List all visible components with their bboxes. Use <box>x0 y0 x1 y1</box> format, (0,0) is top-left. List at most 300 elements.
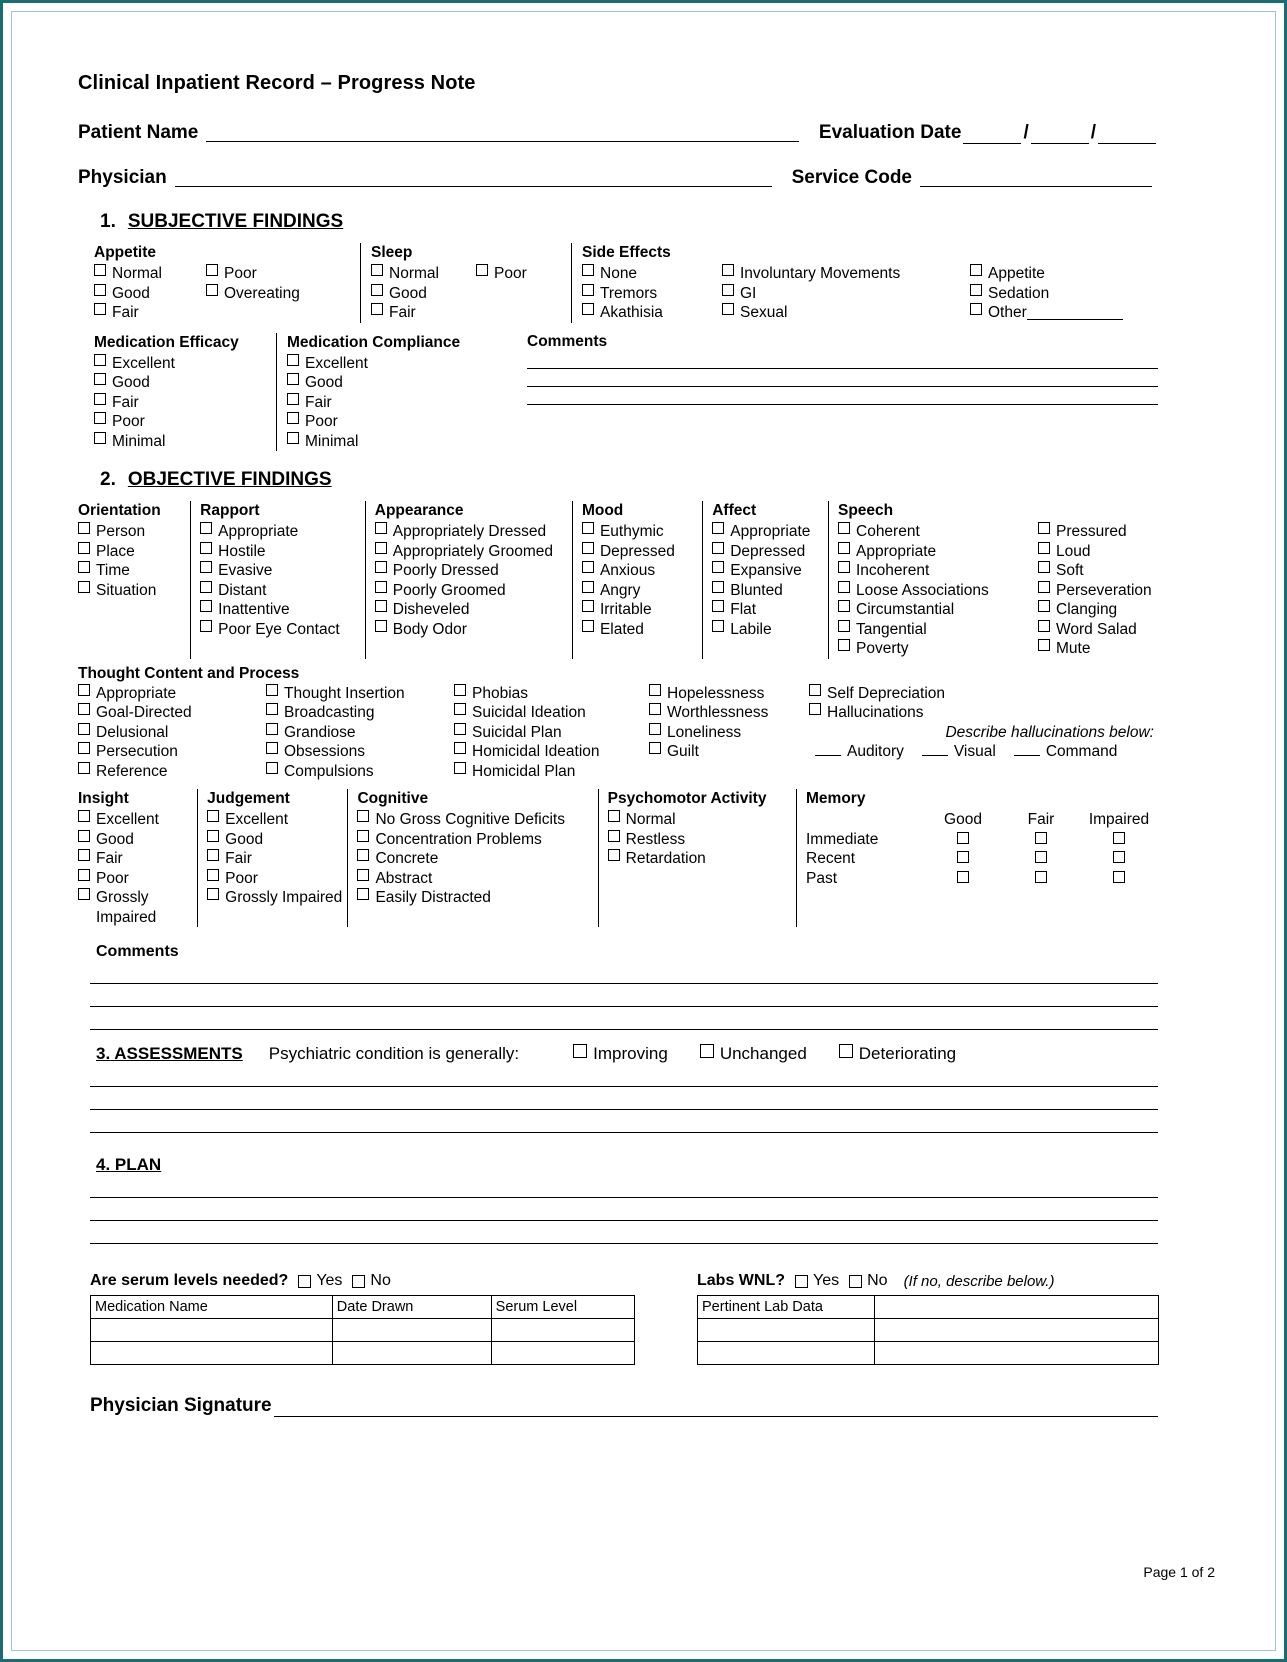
checkbox-icon[interactable] <box>375 620 387 632</box>
checkbox-icon[interactable] <box>78 762 90 774</box>
checkbox-affect-appropriate[interactable] <box>712 522 828 542</box>
notes-line[interactable] <box>90 1243 1158 1244</box>
hallucination-command-field[interactable] <box>1014 742 1118 762</box>
checkbox-icon[interactable] <box>1038 522 1050 534</box>
notes-line[interactable] <box>90 1109 1158 1110</box>
checkbox-icon[interactable] <box>78 830 90 842</box>
checkbox-icon[interactable] <box>357 888 369 900</box>
checkbox-icon[interactable] <box>287 432 299 444</box>
checkbox-speech-appropriate[interactable] <box>838 542 1038 562</box>
checkbox-sleep-normal[interactable] <box>371 264 476 284</box>
checkbox-efficacy-minimal[interactable] <box>94 432 276 452</box>
checkbox-icon[interactable] <box>266 703 278 715</box>
checkbox-cognitive-concentration-problems[interactable] <box>357 830 597 850</box>
checkbox-icon[interactable] <box>78 723 90 735</box>
checkbox-icon[interactable] <box>371 284 383 296</box>
checkbox-cognitive-easily-distracted[interactable] <box>357 888 597 908</box>
checkbox-icon[interactable] <box>94 373 106 385</box>
checkbox-icon[interactable] <box>649 723 661 735</box>
comment-line[interactable] <box>527 404 1158 405</box>
labs-cell-value[interactable] <box>875 1319 1159 1342</box>
checkbox-thought-grandiose[interactable] <box>266 723 454 743</box>
checkbox-appearance-appropriately-groomed[interactable] <box>375 542 572 562</box>
checkbox-appetite-poor[interactable] <box>206 264 300 284</box>
checkbox-appetite-normal[interactable] <box>94 264 206 284</box>
checkbox-icon[interactable] <box>573 1044 587 1058</box>
checkbox-icon[interactable] <box>357 869 369 881</box>
checkbox-rapport-inattentive[interactable] <box>200 600 365 620</box>
checkbox-icon[interactable] <box>712 542 724 554</box>
checkbox-memory-recent-good[interactable] <box>924 849 1002 869</box>
checkbox-speech-circumstantial[interactable] <box>838 600 1038 620</box>
checkbox-appearance-poorly-dressed[interactable] <box>375 561 572 581</box>
checkbox-thought-homicidal-ideation[interactable] <box>454 742 649 762</box>
checkbox-memory-recent-impaired[interactable] <box>1080 849 1158 869</box>
checkbox-icon[interactable] <box>357 830 369 842</box>
physician-signature-row <box>90 1395 1158 1417</box>
checkbox-icon[interactable] <box>207 830 219 842</box>
checkbox-icon[interactable] <box>582 264 594 276</box>
checkbox-sleep-fair[interactable] <box>371 303 476 323</box>
checkbox-icon[interactable] <box>375 581 387 593</box>
checkbox-icon[interactable] <box>1035 851 1047 863</box>
blank-line[interactable] <box>922 742 948 756</box>
table-row[interactable] <box>91 1342 635 1365</box>
checkbox-icon[interactable] <box>712 561 724 573</box>
checkbox-icon[interactable] <box>454 742 466 754</box>
checkbox-psychomotor-retardation[interactable] <box>608 849 796 869</box>
checkbox-icon[interactable] <box>722 264 734 276</box>
checkbox-speech-mute[interactable] <box>1038 639 1158 659</box>
checkbox-side-appetite[interactable] <box>970 264 1123 284</box>
checkbox-icon[interactable] <box>970 264 982 276</box>
checkbox-icon[interactable] <box>838 581 850 593</box>
checkbox-psychomotor-normal[interactable] <box>608 810 796 830</box>
checkbox-icon[interactable] <box>1035 832 1047 844</box>
checkbox-icon[interactable] <box>582 620 594 632</box>
checkbox-judgement-grossly-impaired[interactable] <box>207 888 347 908</box>
checkbox-serum-no[interactable] <box>352 1275 365 1288</box>
checkbox-icon[interactable] <box>838 522 850 534</box>
comment-line[interactable] <box>90 1006 1158 1007</box>
checkbox-appearance-poorly-groomed[interactable] <box>375 581 572 601</box>
checkbox-icon[interactable] <box>712 581 724 593</box>
checkbox-icon[interactable] <box>1038 561 1050 573</box>
checkbox-speech-perseveration[interactable] <box>1038 581 1158 601</box>
hallucination-visual-field[interactable] <box>922 742 996 762</box>
objective-comments-input[interactable] <box>90 983 1158 1030</box>
checkbox-icon[interactable] <box>970 303 982 315</box>
checkbox-thought-goal-directed[interactable] <box>78 703 266 723</box>
checkbox-icon[interactable] <box>94 354 106 366</box>
checkbox-icon[interactable] <box>809 703 821 715</box>
checkbox-appetite-good[interactable] <box>94 284 206 304</box>
checkbox-icon[interactable] <box>287 393 299 405</box>
checkbox-icon[interactable] <box>78 522 90 534</box>
checkbox-insight-grossly-impaired[interactable] <box>78 888 197 927</box>
checkbox-compliance-excellent[interactable] <box>287 354 509 374</box>
checkbox-icon[interactable] <box>78 810 90 822</box>
checkbox-orientation-place[interactable] <box>78 542 190 562</box>
checkbox-thought-obsessions[interactable] <box>266 742 454 762</box>
checkbox-speech-tangential[interactable] <box>838 620 1038 640</box>
checkbox-icon[interactable] <box>839 1044 853 1058</box>
checkbox-side-sexual[interactable] <box>722 303 970 323</box>
checkbox-speech-clanging[interactable] <box>1038 600 1158 620</box>
checkbox-efficacy-poor[interactable] <box>94 412 276 432</box>
checkbox-icon[interactable] <box>375 561 387 573</box>
checkbox-compliance-minimal[interactable] <box>287 432 509 452</box>
checkbox-appetite-overeating[interactable] <box>206 284 300 304</box>
assessment-notes-input[interactable] <box>90 1086 1158 1133</box>
blank-line[interactable] <box>815 742 841 756</box>
patient-name-input[interactable] <box>206 121 799 142</box>
checkbox-icon[interactable] <box>454 762 466 774</box>
checkbox-icon[interactable] <box>582 303 594 315</box>
checkbox-icon[interactable] <box>1113 871 1125 883</box>
checkbox-icon[interactable] <box>357 849 369 861</box>
checkbox-icon[interactable] <box>207 810 219 822</box>
table-row[interactable] <box>91 1319 635 1342</box>
checkbox-icon[interactable] <box>582 522 594 534</box>
checkbox-icon[interactable] <box>582 581 594 593</box>
checkbox-affect-depressed[interactable] <box>712 542 828 562</box>
subjective-comments-input[interactable] <box>527 368 1158 405</box>
checkbox-icon[interactable] <box>608 830 620 842</box>
checkbox-icon[interactable] <box>722 284 734 296</box>
side-effect-other-input[interactable] <box>1027 303 1123 320</box>
serum-cell-date-drawn[interactable] <box>332 1342 491 1365</box>
plan-notes-input[interactable] <box>90 1197 1158 1244</box>
checkbox-speech-loud[interactable] <box>1038 542 1158 562</box>
checkbox-insight-excellent[interactable] <box>78 810 197 830</box>
checkbox-icon[interactable] <box>649 742 661 754</box>
checkbox-icon[interactable] <box>957 832 969 844</box>
checkbox-thought-delusional[interactable] <box>78 723 266 743</box>
checkbox-insight-poor[interactable] <box>78 869 197 889</box>
checkbox-orientation-situation[interactable] <box>78 581 190 601</box>
checkbox-icon[interactable] <box>287 412 299 424</box>
checkbox-icon[interactable] <box>207 888 219 900</box>
checkbox-mood-depressed[interactable] <box>582 542 702 562</box>
checkbox-affect-blunted[interactable] <box>712 581 828 601</box>
checkbox-icon[interactable] <box>371 303 383 315</box>
checkbox-compliance-poor[interactable] <box>287 412 509 432</box>
checkbox-icon[interactable] <box>608 849 620 861</box>
checkbox-thought-self-depreciation[interactable] <box>809 684 1158 704</box>
checkbox-icon[interactable] <box>957 851 969 863</box>
checkbox-icon[interactable] <box>200 522 212 534</box>
checkbox-thought-worthlessness[interactable] <box>649 703 809 723</box>
checkbox-memory-immediate-impaired[interactable] <box>1080 830 1158 850</box>
checkbox-efficacy-excellent[interactable] <box>94 354 276 374</box>
checkbox-icon[interactable] <box>78 742 90 754</box>
notes-line[interactable] <box>90 1197 1158 1198</box>
serum-cell-medication-name[interactable] <box>91 1319 333 1342</box>
checkbox-icon[interactable] <box>809 684 821 696</box>
memory-column-impaired: Impaired <box>1088 811 1150 828</box>
checkbox-efficacy-good[interactable] <box>94 373 276 393</box>
labs-cell-name[interactable] <box>698 1319 875 1342</box>
checkbox-icon[interactable] <box>94 412 106 424</box>
checkbox-icon[interactable] <box>608 810 620 822</box>
comment-line[interactable] <box>90 983 1158 984</box>
comment-line[interactable] <box>90 1029 1158 1030</box>
checkbox-judgement-poor[interactable] <box>207 869 347 889</box>
checkbox-icon[interactable] <box>454 703 466 715</box>
checkbox-speech-soft[interactable] <box>1038 561 1158 581</box>
date-month-field[interactable] <box>963 125 1021 144</box>
checkbox-icon[interactable] <box>1038 542 1050 554</box>
checkbox-icon[interactable] <box>1038 600 1050 612</box>
checkbox-affect-flat[interactable] <box>712 600 828 620</box>
service-code-input[interactable] <box>920 166 1152 187</box>
checkbox-assessment-unchanged[interactable] <box>700 1044 807 1064</box>
checkbox-memory-recent-fair[interactable] <box>1002 849 1080 869</box>
checkbox-icon[interactable] <box>94 303 106 315</box>
checkbox-icon[interactable] <box>78 684 90 696</box>
checkbox-mood-anxious[interactable] <box>582 561 702 581</box>
blank-line[interactable] <box>1014 742 1040 756</box>
checkbox-icon[interactable] <box>78 703 90 715</box>
table-row[interactable] <box>698 1342 1159 1365</box>
serum-cell-serum-level[interactable] <box>491 1319 634 1342</box>
checkbox-appearance-appropriately-dressed[interactable] <box>375 522 572 542</box>
checkbox-icon[interactable] <box>287 373 299 385</box>
checkbox-icon[interactable] <box>78 542 90 554</box>
checkbox-thought-phobias[interactable] <box>454 684 649 704</box>
checkbox-speech-pressured[interactable] <box>1038 522 1158 542</box>
checkbox-thought-hopelessness[interactable] <box>649 684 809 704</box>
checkbox-side-involuntary-movements[interactable] <box>722 264 970 284</box>
checkbox-thought-reference[interactable] <box>78 762 266 782</box>
checkbox-appearance-body-odor[interactable] <box>375 620 572 640</box>
checkbox-icon[interactable] <box>375 522 387 534</box>
checkbox-icon[interactable] <box>94 264 106 276</box>
checkbox-icon[interactable] <box>838 620 850 632</box>
checkbox-cognitive-concrete[interactable] <box>357 849 597 869</box>
checkbox-icon[interactable] <box>266 723 278 735</box>
checkbox-icon[interactable] <box>454 684 466 696</box>
checkbox-icon[interactable] <box>78 888 90 900</box>
checkbox-mood-irritable[interactable] <box>582 600 702 620</box>
checkbox-compliance-good[interactable] <box>287 373 509 393</box>
checkbox-icon[interactable] <box>94 393 106 405</box>
checkbox-insight-fair[interactable] <box>78 849 197 869</box>
checkbox-assessment-deteriorating[interactable] <box>839 1044 956 1064</box>
checkbox-icon[interactable] <box>287 354 299 366</box>
checkbox-mood-euthymic[interactable] <box>582 522 702 542</box>
checkbox-thought-suicidal-ideation[interactable] <box>454 703 649 723</box>
checkbox-icon[interactable] <box>1038 581 1050 593</box>
checkbox-memory-past-good[interactable] <box>924 869 1002 889</box>
checkbox-icon[interactable] <box>838 561 850 573</box>
checkbox-rapport-distant[interactable] <box>200 581 365 601</box>
checkbox-labs-yes[interactable] <box>795 1275 808 1288</box>
checkbox-icon[interactable] <box>207 869 219 881</box>
checkbox-thought-suicidal-plan[interactable] <box>454 723 649 743</box>
assessment-question: Psychiatric condition is generally: <box>268 1044 520 1063</box>
checkbox-psychomotor-restless[interactable] <box>608 830 796 850</box>
checkbox-efficacy-fair[interactable] <box>94 393 276 413</box>
checkbox-icon[interactable] <box>206 284 218 296</box>
checkbox-icon[interactable] <box>94 432 106 444</box>
hallucination-auditory-field[interactable] <box>815 742 904 762</box>
checkbox-icon[interactable] <box>375 542 387 554</box>
checkbox-side-other[interactable] <box>970 303 1123 323</box>
checkbox-thought-broadcasting[interactable] <box>266 703 454 723</box>
checkbox-speech-incoherent[interactable] <box>838 561 1038 581</box>
checkbox-sleep-good[interactable] <box>371 284 476 304</box>
checkbox-icon[interactable] <box>78 849 90 861</box>
notes-line[interactable] <box>90 1132 1158 1133</box>
checkbox-icon[interactable] <box>476 264 488 276</box>
checkbox-side-akathisia[interactable] <box>582 303 722 323</box>
checkbox-icon[interactable] <box>78 869 90 881</box>
checkbox-sleep-poor[interactable] <box>476 264 527 284</box>
checkbox-icon[interactable] <box>700 1044 714 1058</box>
checkbox-icon[interactable] <box>207 849 219 861</box>
checkbox-icon[interactable] <box>1038 639 1050 651</box>
subjective-comments <box>509 333 1158 452</box>
labs-cell-value[interactable] <box>875 1342 1159 1365</box>
checkbox-icon[interactable] <box>1113 832 1125 844</box>
checkbox-icon[interactable] <box>78 581 90 593</box>
checkbox-judgement-fair[interactable] <box>207 849 347 869</box>
serum-cell-serum-level[interactable] <box>491 1342 634 1365</box>
checkbox-icon[interactable] <box>838 639 850 651</box>
checkbox-orientation-time[interactable] <box>78 561 190 581</box>
checkbox-icon[interactable] <box>78 561 90 573</box>
checkbox-icon[interactable] <box>582 542 594 554</box>
checkbox-speech-poverty[interactable] <box>838 639 1038 659</box>
checkbox-speech-loose-associations[interactable] <box>838 581 1038 601</box>
checkbox-speech-coherent[interactable] <box>838 522 1038 542</box>
checkbox-label: Other <box>988 304 1027 321</box>
checkbox-thought-persecution[interactable] <box>78 742 266 762</box>
checkbox-memory-immediate-fair[interactable] <box>1002 830 1080 850</box>
date-day-field[interactable] <box>1031 125 1089 144</box>
checkbox-label: Excellent <box>305 354 368 372</box>
checkbox-side-gi[interactable] <box>722 284 970 304</box>
hallucination-type-row <box>809 742 1158 762</box>
checkbox-judgement-good[interactable] <box>207 830 347 850</box>
checkbox-icon[interactable] <box>649 703 661 715</box>
checkbox-icon[interactable] <box>582 600 594 612</box>
table-row[interactable] <box>698 1319 1159 1342</box>
checkbox-rapport-poor-eye-contact[interactable] <box>200 620 365 640</box>
checkbox-icon[interactable] <box>712 522 724 534</box>
checkbox-icon[interactable] <box>1038 620 1050 632</box>
physician-input[interactable] <box>175 166 772 187</box>
checkbox-icon[interactable] <box>649 684 661 696</box>
labs-cell-name[interactable] <box>698 1342 875 1365</box>
checkbox-memory-past-impaired[interactable] <box>1080 869 1158 889</box>
checkbox-icon[interactable] <box>200 561 212 573</box>
checkbox-icon[interactable] <box>970 284 982 296</box>
checkbox-icon[interactable] <box>722 303 734 315</box>
comment-line[interactable] <box>527 368 1158 369</box>
serum-cell-date-drawn[interactable] <box>332 1319 491 1342</box>
checkbox-icon[interactable] <box>200 581 212 593</box>
checkbox-icon[interactable] <box>266 684 278 696</box>
checkbox-rapport-hostile[interactable] <box>200 542 365 562</box>
notes-line[interactable] <box>90 1086 1158 1087</box>
checkbox-appetite-fair[interactable] <box>94 303 206 323</box>
checkbox-serum-yes[interactable] <box>298 1275 311 1288</box>
checkbox-affect-labile[interactable] <box>712 620 828 640</box>
checkbox-icon[interactable] <box>582 284 594 296</box>
checkbox-memory-past-fair[interactable] <box>1002 869 1080 889</box>
serum-cell-medication-name[interactable] <box>91 1342 333 1365</box>
checkbox-appearance-disheveled[interactable] <box>375 600 572 620</box>
checkbox-mood-elated[interactable] <box>582 620 702 640</box>
checkbox-judgement-excellent[interactable] <box>207 810 347 830</box>
checkbox-thought-appropriate[interactable] <box>78 684 266 704</box>
checkbox-thought-guilt[interactable] <box>649 742 809 762</box>
labs-table <box>697 1295 1159 1365</box>
checkbox-icon[interactable] <box>838 600 850 612</box>
checkbox-icon[interactable] <box>957 871 969 883</box>
notes-line[interactable] <box>90 1220 1158 1221</box>
checkbox-icon[interactable] <box>838 542 850 554</box>
checkbox-speech-word-salad[interactable] <box>1038 620 1158 640</box>
checkbox-icon[interactable] <box>712 600 724 612</box>
checkbox-side-sedation[interactable] <box>970 284 1123 304</box>
checkbox-side-none[interactable] <box>582 264 722 284</box>
checkbox-icon[interactable] <box>200 600 212 612</box>
checkbox-thought-hallucinations[interactable] <box>809 703 1158 723</box>
checkbox-memory-immediate-good[interactable] <box>924 830 1002 850</box>
checkbox-icon[interactable] <box>200 620 212 632</box>
checkbox-assessment-improving[interactable] <box>573 1044 668 1064</box>
checkbox-thought-insertion[interactable] <box>266 684 454 704</box>
date-year-field[interactable] <box>1098 125 1156 144</box>
checkbox-cognitive-abstract[interactable] <box>357 869 597 889</box>
evaluation-date-input[interactable] <box>961 122 1158 144</box>
checkbox-cognitive-no-gross-deficits[interactable] <box>357 810 597 830</box>
checkbox-icon[interactable] <box>266 742 278 754</box>
checkbox-affect-expansive[interactable] <box>712 561 828 581</box>
physician-signature-input[interactable] <box>274 1397 1158 1417</box>
checkbox-icon[interactable] <box>266 762 278 774</box>
group-rapport <box>190 501 365 659</box>
comment-line[interactable] <box>527 386 1158 387</box>
checkbox-icon[interactable] <box>454 723 466 735</box>
checkbox-icon[interactable] <box>582 561 594 573</box>
checkbox-icon[interactable] <box>357 810 369 822</box>
checkbox-icon[interactable] <box>375 600 387 612</box>
checkbox-mood-angry[interactable] <box>582 581 702 601</box>
checkbox-icon[interactable] <box>371 264 383 276</box>
checkbox-icon[interactable] <box>200 542 212 554</box>
checkbox-icon[interactable] <box>206 264 218 276</box>
checkbox-orientation-person[interactable] <box>78 522 190 542</box>
checkbox-rapport-appropriate[interactable] <box>200 522 365 542</box>
checkbox-icon[interactable] <box>1113 851 1125 863</box>
checkbox-thought-loneliness[interactable] <box>649 723 809 743</box>
checkbox-rapport-evasive[interactable] <box>200 561 365 581</box>
checkbox-side-tremors[interactable] <box>582 284 722 304</box>
checkbox-icon[interactable] <box>712 620 724 632</box>
checkbox-labs-no[interactable] <box>849 1275 862 1288</box>
checkbox-thought-compulsions[interactable] <box>266 762 454 782</box>
checkbox-icon[interactable] <box>94 284 106 296</box>
checkbox-thought-homicidal-plan[interactable] <box>454 762 649 782</box>
checkbox-compliance-fair[interactable] <box>287 393 509 413</box>
checkbox-icon[interactable] <box>1035 871 1047 883</box>
checkbox-insight-good[interactable] <box>78 830 197 850</box>
